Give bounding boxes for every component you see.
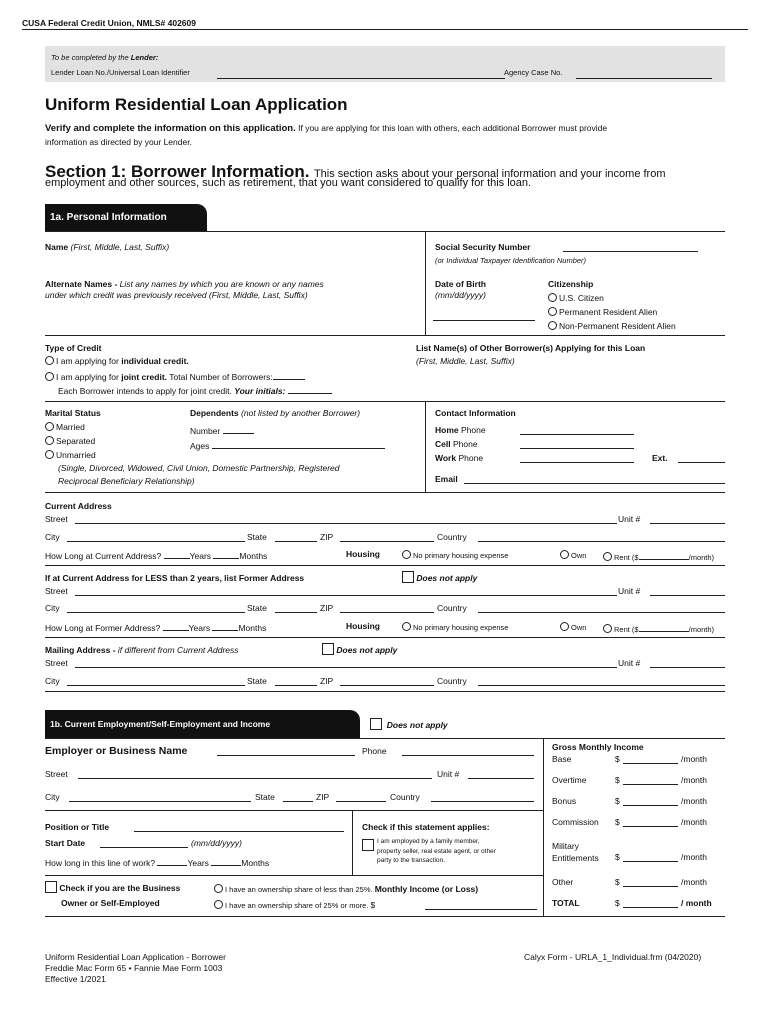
employer-label: Employer or Business Name — [45, 745, 188, 757]
radio-icon — [45, 422, 54, 431]
current-state-field[interactable] — [275, 541, 317, 542]
former-does-not-apply[interactable]: Does not apply — [402, 571, 477, 583]
dependents-label: Dependents — [190, 408, 239, 418]
mailing-state-label: State — [247, 676, 267, 686]
income-dollar-sign: $ — [615, 817, 620, 827]
radio-icon — [560, 550, 569, 559]
income-amount-field[interactable] — [623, 826, 678, 827]
name-hint: (First, Middle, Last, Suffix) — [70, 242, 170, 252]
radio-icon — [603, 552, 612, 561]
employer-unit-field[interactable] — [468, 778, 534, 779]
income-total-label: TOTAL — [552, 898, 580, 908]
employer-phone-label: Phone — [362, 746, 387, 756]
ext-label: Ext. — [652, 453, 668, 463]
dependents-ages-label: Ages — [190, 441, 210, 451]
income-row-label: Military Entitlements — [552, 841, 599, 863]
income-amount-field[interactable] — [623, 763, 678, 764]
home-phone-label: Phone — [461, 425, 486, 435]
income-row-label: Base — [552, 754, 572, 764]
mailing-country-field[interactable] — [478, 685, 725, 686]
credit-individual-option[interactable]: I am applying for individual credit. — [45, 356, 189, 366]
email-label: Email — [435, 474, 458, 484]
former-zip-field[interactable] — [340, 612, 434, 613]
employment-does-not-apply[interactable]: Does not apply — [370, 718, 448, 730]
radio-icon — [402, 622, 411, 631]
section1-desc: This section asks about your personal information and your income from — [313, 168, 666, 180]
mailing-does-not-apply[interactable]: Does not apply — [322, 643, 397, 655]
tab-employment: 1b. Current Employment/Self-Employment and Income — [45, 710, 360, 738]
form-title: Uniform Residential Loan Application — [45, 95, 348, 114]
current-housing-label: Housing — [346, 549, 380, 559]
footer-line-2: Freddie Mac Form 65 • Fannie Mae Form 1003 — [45, 963, 223, 973]
income-unit: /month — [681, 775, 707, 785]
check-statement-label: Check if this statement applies: — [362, 822, 490, 832]
income-dollar-sign: $ — [615, 852, 620, 862]
footer-line-1: Uniform Residential Loan Application - Borrower — [45, 952, 226, 962]
ssn-hint: (or Individual Taxpayer Identification Number) — [435, 256, 587, 265]
income-dollar-sign: $ — [615, 775, 620, 785]
marital-hint: (Single, Divorced, Widowed, Civil Union, Domestic Partnership, Registered — [58, 463, 340, 473]
radio-icon — [560, 622, 569, 631]
marital-married[interactable]: Married — [45, 422, 85, 432]
employer-country-label: Country — [390, 792, 420, 802]
home-phone-field[interactable] — [520, 434, 634, 435]
work-phone-label: Phone — [458, 453, 484, 463]
employer-unit-label: Unit # — [437, 769, 460, 779]
footer-line-3: Effective 1/2021 — [45, 974, 106, 984]
other-borrowers-label: List Name(s) of Other Borrower(s) Applying for this Loan — [416, 343, 646, 353]
marital-separated[interactable]: Separated — [45, 436, 95, 446]
current-city-field[interactable] — [67, 541, 245, 542]
current-months-field[interactable] — [213, 549, 239, 559]
income-total-unit: / month — [681, 898, 712, 908]
dob-hint: (mm/dd/yyyy) — [435, 290, 486, 300]
employer-street-label: Street — [45, 769, 68, 779]
lender-instruction: To be completed by the — [51, 53, 129, 62]
income-dollar-sign: $ — [615, 796, 620, 806]
share-less-option[interactable]: I have an ownership share of less than 25%. Monthly Income (or Loss) — [214, 884, 478, 894]
gross-income-title: Gross Monthly Income — [552, 742, 644, 752]
radio-icon — [548, 293, 557, 302]
former-state-field[interactable] — [275, 612, 317, 613]
other-borrowers-hint: (First, Middle, Last, Suffix) — [416, 356, 515, 366]
income-row-label: Bonus — [552, 796, 577, 806]
share-more-option[interactable]: I have an ownership share of 25% or more. $ — [214, 900, 375, 910]
work-phone-field[interactable] — [520, 462, 634, 463]
checkbox-icon — [45, 881, 57, 893]
work-months-field[interactable] — [211, 856, 241, 866]
current-rent-option[interactable]: Rent ($ /month) — [603, 550, 714, 562]
income-dollar-sign: $ — [615, 877, 620, 887]
radio-icon — [214, 884, 223, 893]
loan-id-field[interactable] — [217, 78, 505, 79]
how-long-current-label: How Long at Current Address? — [45, 551, 162, 561]
income-unit: /month — [681, 852, 707, 862]
current-address-label: Current Address — [45, 501, 112, 511]
how-long-work-label: How long in this line of work? — [45, 858, 156, 868]
institution-header: CUSA Federal Credit Union, NMLS# 402609 — [22, 18, 196, 28]
employer-state-label: State — [255, 792, 275, 802]
business-owner-checkbox[interactable]: Check if you are the Business — [45, 881, 180, 893]
former-state-label: State — [247, 603, 267, 613]
check-statement-text-3: party to the transaction. — [377, 857, 445, 864]
mailing-zip-label: ZIP — [320, 676, 334, 686]
former-address-label: If at Current Address for LESS than 2 years, list Former Address — [45, 573, 305, 583]
dob-field[interactable] — [433, 320, 535, 321]
checkbox-icon — [370, 718, 382, 730]
checkbox-icon — [322, 643, 334, 655]
mailing-state-field[interactable] — [275, 685, 317, 686]
former-street-field[interactable] — [75, 595, 617, 596]
former-months-field[interactable] — [212, 621, 238, 631]
income-total-dollar: $ — [615, 898, 620, 908]
section1-desc-2: employment and other sources, such as retirement, that you want considered to qualify for this loan. — [45, 177, 532, 189]
radio-icon — [548, 321, 557, 330]
marital-unmarried[interactable]: Unmarried — [45, 450, 96, 460]
employer-city-field[interactable] — [69, 801, 251, 802]
credit-type-label: Type of Credit — [45, 343, 102, 353]
income-dollar-sign: $ — [615, 754, 620, 764]
former-own-option[interactable]: Own — [560, 622, 586, 632]
radio-icon — [548, 307, 557, 316]
former-no-housing-option[interactable]: No primary housing expense — [402, 622, 508, 632]
check-statement-text-1: I am employed by a family member, — [377, 838, 480, 845]
mailing-hint: if different from Current Address — [117, 645, 239, 655]
mailing-street-label: Street — [45, 658, 68, 668]
mailing-country-label: Country — [437, 676, 467, 686]
cell-phone-field[interactable] — [520, 448, 634, 449]
dob-label: Date of Birth — [435, 279, 486, 289]
income-amount-field[interactable] — [623, 805, 678, 806]
how-long-former-label: How Long at Former Address? — [45, 623, 161, 633]
current-state-label: State — [247, 532, 267, 542]
lender-instruction-bold: Lender: — [130, 53, 159, 62]
employer-zip-field[interactable] — [336, 801, 386, 802]
initials-field[interactable] — [288, 384, 332, 394]
radio-icon — [45, 372, 54, 381]
radio-icon — [45, 450, 54, 459]
employer-country-field[interactable] — [431, 801, 534, 802]
current-zip-field[interactable] — [340, 541, 434, 542]
current-zip-label: ZIP — [320, 532, 334, 542]
agency-case-field[interactable] — [576, 78, 712, 79]
mailing-unit-field[interactable] — [650, 667, 725, 668]
current-years-field[interactable] — [164, 549, 190, 559]
lender-box — [45, 46, 725, 82]
employer-street-field[interactable] — [78, 778, 432, 779]
former-zip-label: ZIP — [320, 603, 334, 613]
monthly-income-loss-field[interactable] — [425, 909, 537, 910]
income-amount-field[interactable] — [623, 784, 678, 785]
credit-joint-option[interactable]: I am applying for joint credit. Total Number of Borrowers: — [45, 370, 305, 382]
ext-field[interactable] — [678, 462, 725, 463]
income-unit: /month — [681, 754, 707, 764]
position-label: Position or Title — [45, 822, 110, 832]
dependents-hint: (not listed by another Borrower) — [241, 408, 361, 418]
initials-label: Your initials: — [234, 386, 286, 396]
current-own-option[interactable]: Own — [560, 550, 586, 560]
alt-names-hint: List any names by which you are known or any names — [119, 279, 324, 289]
radio-icon — [402, 550, 411, 559]
radio-icon — [214, 900, 223, 909]
citizenship-non-permanent[interactable]: Non-Permanent Resident Alien — [548, 321, 676, 331]
former-housing-label: Housing — [346, 621, 380, 631]
radio-icon — [45, 436, 54, 445]
radio-icon — [603, 624, 612, 633]
start-date-label: Start Date — [45, 838, 86, 848]
former-city-label: City — [45, 603, 60, 613]
former-unit-field[interactable] — [650, 595, 725, 596]
checkbox-icon — [402, 571, 414, 583]
ssn-label: Social Security Number — [435, 242, 531, 252]
start-date-field[interactable] — [100, 847, 188, 848]
former-unit-label: Unit # — [618, 586, 641, 596]
current-country-label: Country — [437, 532, 467, 542]
borrower-count-field[interactable] — [273, 370, 305, 380]
current-no-housing-option[interactable]: No primary housing expense — [402, 550, 508, 560]
employer-field[interactable] — [217, 755, 355, 756]
dependents-number-label: Number — [190, 426, 221, 436]
income-row-label: Other — [552, 877, 574, 887]
footer-form-id: Calyx Form - URLA_1_Individual.frm (04/2020) — [524, 952, 702, 962]
dependents-ages-field[interactable] — [212, 439, 385, 449]
income-unit: /month — [681, 796, 707, 806]
checkbox-icon — [362, 839, 374, 851]
former-country-field[interactable] — [478, 612, 725, 613]
current-street-field[interactable] — [75, 523, 617, 524]
intro-bold: Verify and complete the information on this application. — [45, 123, 296, 134]
current-street-label: Street — [45, 514, 68, 524]
tab-personal-information: 1a. Personal Information — [45, 204, 207, 231]
mailing-zip-field[interactable] — [340, 685, 434, 686]
former-years-field[interactable] — [163, 621, 189, 631]
current-rent-field[interactable] — [639, 550, 689, 560]
former-rent-option[interactable]: Rent ($ /month) — [603, 622, 714, 634]
marital-hint-2: Reciprocal Beneficiary Relationship) — [58, 476, 195, 486]
name-label: Name — [45, 242, 69, 252]
section1-title: Section 1: Borrower Information. — [45, 162, 310, 181]
employer-zip-label: ZIP — [316, 792, 330, 802]
marital-label: Marital Status — [45, 408, 101, 418]
credit-each-text: Each Borrower intends to apply for joint credit. — [58, 386, 232, 396]
citizenship-us[interactable]: U.S. Citizen — [548, 293, 604, 303]
monthly-income-loss-label: Monthly Income (or Loss) — [374, 884, 479, 894]
former-rent-field[interactable] — [639, 622, 689, 632]
income-amount-field[interactable] — [623, 861, 678, 862]
current-unit-field[interactable] — [650, 523, 725, 524]
employer-city-label: City — [45, 792, 60, 802]
citizenship-label: Citizenship — [548, 279, 594, 289]
income-row-label: Overtime — [552, 775, 587, 785]
former-city-field[interactable] — [67, 612, 245, 613]
agency-case-label: Agency Case No. — [504, 68, 563, 77]
current-city-label: City — [45, 532, 60, 542]
mailing-city-label: City — [45, 676, 60, 686]
contact-label: Contact Information — [435, 408, 516, 418]
check-statement-text-2: property seller, real estate agent, or other — [377, 847, 496, 855]
family-employment-checkbox[interactable] — [362, 836, 374, 854]
radio-icon — [45, 356, 54, 365]
alt-names-hint-2: under which credit was previously received (First, Middle, Last, Suffix) — [45, 290, 308, 300]
mailing-address-label: Mailing Address - — [45, 645, 116, 655]
income-unit: /month — [681, 817, 707, 827]
alt-names-label: Alternate Names - — [45, 279, 118, 289]
citizenship-permanent[interactable]: Permanent Resident Alien — [548, 307, 657, 317]
income-amount-field[interactable] — [623, 886, 678, 887]
mailing-city-field[interactable] — [67, 685, 245, 686]
loan-id-label: Lender Loan No./Universal Loan Identifier — [51, 68, 190, 77]
work-years-field[interactable] — [157, 856, 187, 866]
business-owner-label-2: Owner or Self-Employed — [61, 898, 160, 908]
income-total-field[interactable] — [623, 907, 678, 908]
mailing-unit-label: Unit # — [618, 658, 641, 668]
intro-text-2: information as directed by your Lender. — [45, 137, 192, 147]
intro-text: If you are applying for this loan with others, each additional Borrower must provide — [298, 123, 608, 133]
income-row-label: Commission — [552, 817, 599, 827]
income-unit: /month — [681, 877, 707, 887]
current-country-field[interactable] — [478, 541, 725, 542]
email-field[interactable] — [464, 483, 725, 484]
mailing-street-field[interactable] — [75, 667, 617, 668]
ssn-field[interactable] — [563, 251, 698, 252]
start-date-hint: (mm/dd/yyyy) — [191, 838, 242, 848]
position-field[interactable] — [134, 831, 344, 832]
former-country-label: Country — [437, 603, 467, 613]
current-unit-label: Unit # — [618, 514, 641, 524]
dependents-number-field[interactable] — [223, 424, 254, 434]
employer-phone-field[interactable] — [402, 755, 534, 756]
employer-state-field[interactable] — [283, 801, 313, 802]
former-street-label: Street — [45, 586, 68, 596]
cell-phone-label: Phone — [452, 439, 478, 449]
